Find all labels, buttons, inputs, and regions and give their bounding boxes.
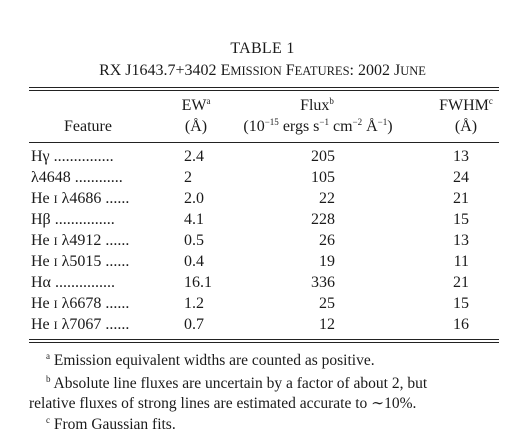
row-fwhm: 21 xyxy=(453,190,469,207)
table-caption xyxy=(0,62,525,80)
caption-word-emission-rest: MISSION xyxy=(230,64,282,78)
row-feature xyxy=(31,188,129,210)
table-row xyxy=(29,272,499,294)
caption-word-features-rest: EATURES xyxy=(294,64,350,78)
feature-wavelength: λ4912 xyxy=(57,232,102,249)
row-ew: 16.1 xyxy=(184,274,212,291)
row-ew: 0.4 xyxy=(184,253,204,270)
footnote-b xyxy=(46,374,427,394)
bottom-rule-upper xyxy=(29,339,499,340)
header-flux-mark: b xyxy=(329,96,334,106)
feature-wavelength: λ4686 xyxy=(57,190,102,207)
leader-dots: ...... xyxy=(101,232,130,249)
header-ew xyxy=(174,96,218,116)
header-fwhm-mark: c xyxy=(488,96,493,106)
table-row xyxy=(29,293,499,315)
row-flux: 26 xyxy=(319,232,335,249)
row-flux: 22 xyxy=(319,190,335,207)
flux-unit-open: (10 xyxy=(243,118,265,135)
flux-unit-exp-1: −15 xyxy=(264,117,279,127)
footnote-c-mark: c xyxy=(46,415,50,425)
table-number: TABLE 1 xyxy=(230,40,295,57)
row-fwhm: 15 xyxy=(453,211,469,228)
footnote-a xyxy=(46,351,375,371)
row-ew: 1.2 xyxy=(184,295,204,312)
feature-ion: I xyxy=(53,255,58,269)
feature-element: He xyxy=(31,190,54,207)
row-flux: 105 xyxy=(311,169,335,186)
footnote-b-mark: b xyxy=(46,374,51,384)
row-ew: 4.1 xyxy=(184,211,204,228)
header-rule xyxy=(29,142,499,143)
caption-month-rest: UNE xyxy=(400,64,426,78)
leader-dots: ............... xyxy=(50,211,115,228)
row-ew: 0.5 xyxy=(184,232,204,249)
feature-wavelength: λ6678 xyxy=(57,295,102,312)
feature-ion: I xyxy=(53,318,58,332)
footnote-b-text: Absolute line fluxes are uncertain by a factor of about 2, but xyxy=(53,375,428,392)
header-fwhm xyxy=(436,96,496,116)
feature-wavelength: λ7067 xyxy=(57,316,102,333)
bottom-rule-lower xyxy=(29,342,499,343)
leader-dots: ............ xyxy=(70,169,123,186)
row-ew: 0.7 xyxy=(184,316,204,333)
row-flux: 19 xyxy=(319,253,335,270)
row-fwhm: 15 xyxy=(453,295,469,312)
header-flux-unit xyxy=(224,117,412,137)
leader-dots: ...... xyxy=(101,190,130,207)
row-fwhm: 11 xyxy=(453,253,469,270)
row-ew: 2.0 xyxy=(184,190,204,207)
leader-dots: ............... xyxy=(50,274,115,291)
table-row xyxy=(29,167,499,189)
row-feature xyxy=(31,272,115,294)
row-ew: 2 xyxy=(184,169,192,186)
caption-month-initial: J xyxy=(393,62,401,79)
header-ew-unit: (Å) xyxy=(184,118,208,135)
top-rule-upper xyxy=(29,87,499,88)
flux-unit-close: ) xyxy=(387,118,393,135)
table-row xyxy=(29,209,499,231)
row-fwhm: 21 xyxy=(453,274,469,291)
table-row xyxy=(29,314,499,336)
footnote-b-continuation: relative fluxes of strong lines are estimated accurate to ∼10%. xyxy=(29,395,417,412)
row-feature xyxy=(31,209,115,231)
row-flux: 25 xyxy=(319,295,335,312)
row-flux: 336 xyxy=(311,274,335,291)
flux-unit-exp-3: −2 xyxy=(352,117,363,127)
row-fwhm: 13 xyxy=(453,232,469,249)
feature-ion: I xyxy=(53,192,58,206)
footnote-a-text: Emission equivalent widths are counted as positive. xyxy=(53,352,375,369)
row-fwhm: 24 xyxy=(453,169,469,186)
leader-dots: ...... xyxy=(101,316,130,333)
footnote-a-mark: a xyxy=(46,351,50,361)
caption-word-emission-initial: E xyxy=(220,62,231,79)
header-flux-label: Flux xyxy=(300,97,330,114)
leader-dots: ...... xyxy=(101,295,130,312)
header-fwhm-unit: (Å) xyxy=(454,118,478,135)
header-feature: Feature xyxy=(64,118,112,135)
table-row xyxy=(29,146,499,168)
row-feature xyxy=(31,251,129,273)
row-flux: 228 xyxy=(311,211,335,228)
footnote-c xyxy=(46,415,176,435)
row-fwhm: 13 xyxy=(453,148,469,165)
caption-object: RX J1643.7+3402 xyxy=(99,62,217,79)
caption-word-features-initial: F xyxy=(285,62,295,79)
leader-dots: ............... xyxy=(49,148,114,165)
flux-unit-exp-4: −1 xyxy=(377,117,388,127)
footnote-c-text: From Gaussian fits. xyxy=(53,416,176,433)
row-feature xyxy=(31,230,129,252)
row-feature xyxy=(31,146,114,168)
feature-element: He xyxy=(31,232,54,249)
feature-ion: I xyxy=(53,297,58,311)
header-fwhm-label: FWHM xyxy=(439,97,489,114)
feature-name: λ4648 xyxy=(31,169,71,186)
row-feature xyxy=(31,314,129,336)
flux-unit-ergs: ergs s xyxy=(278,118,320,135)
table-row xyxy=(29,251,499,273)
flux-unit-angstrom: Å xyxy=(362,118,378,135)
table-row xyxy=(29,188,499,210)
leader-dots: ...... xyxy=(101,253,130,270)
feature-name: Hα xyxy=(31,274,51,291)
row-ew: 2.4 xyxy=(184,148,204,165)
header-ew-label: EW xyxy=(181,97,207,114)
row-flux: 205 xyxy=(311,148,335,165)
row-fwhm: 16 xyxy=(453,316,469,333)
row-feature xyxy=(31,293,129,315)
top-rule-lower xyxy=(29,90,499,91)
header-ew-mark: a xyxy=(206,96,211,106)
flux-unit-cm: cm xyxy=(328,118,353,135)
feature-element: He xyxy=(31,295,54,312)
row-feature xyxy=(31,167,123,189)
feature-name: Hβ xyxy=(31,211,51,228)
caption-date-year: : 2002 xyxy=(349,62,390,79)
feature-name: Hγ xyxy=(31,148,50,165)
header-flux xyxy=(228,96,406,116)
table-row xyxy=(29,230,499,252)
feature-ion: I xyxy=(53,234,58,248)
feature-element: He xyxy=(31,316,54,333)
feature-wavelength: λ5015 xyxy=(57,253,102,270)
feature-element: He xyxy=(31,253,54,270)
flux-unit-exp-2: −1 xyxy=(319,117,329,127)
row-flux: 12 xyxy=(319,316,335,333)
